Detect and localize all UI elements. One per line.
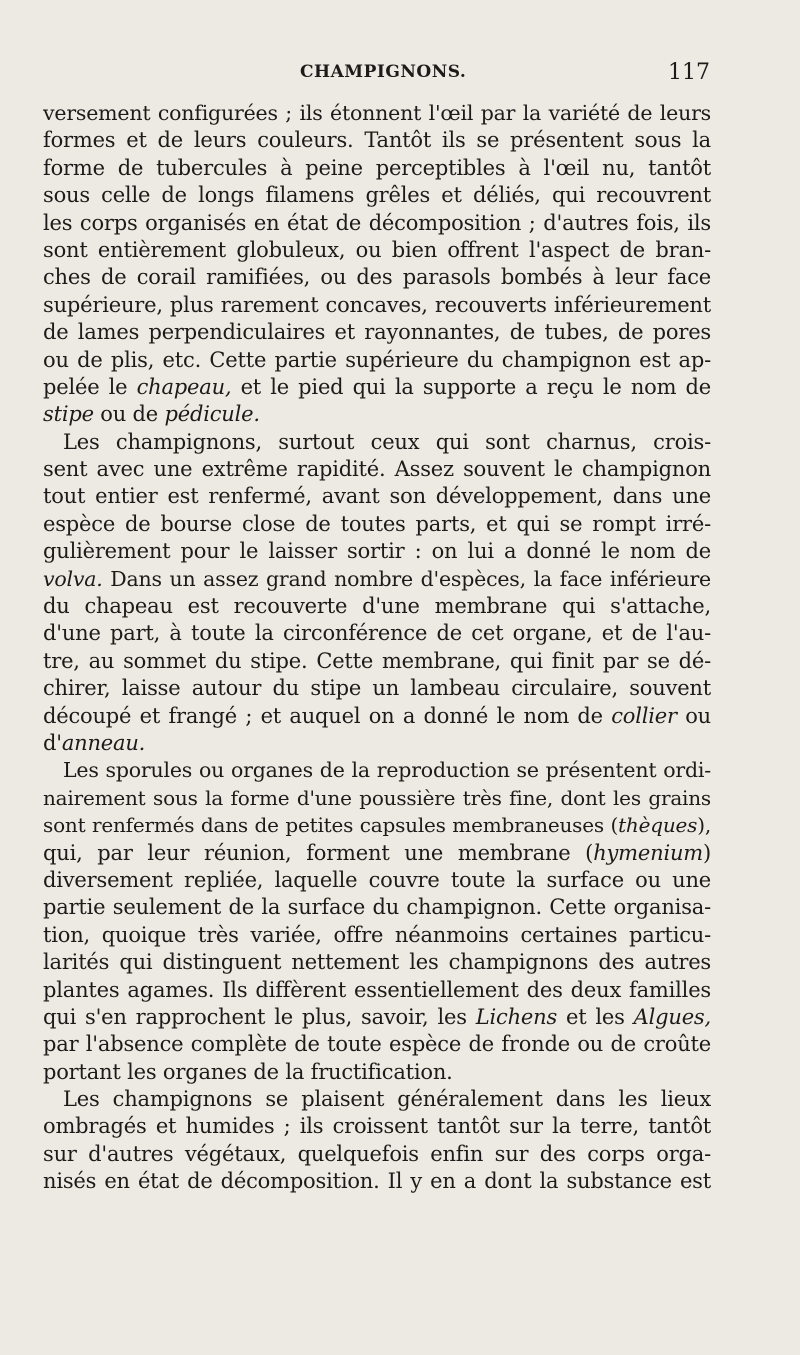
text-segment: ou (676, 703, 711, 728)
text-line: ches de corail ramifiées, ou des parasols bombés à leur face (43, 265, 711, 290)
page-header (300, 62, 710, 92)
text-line: Les champignons, surtout ceux qui sont charnus, crois- (63, 429, 711, 454)
italic-term: thèques (618, 813, 698, 838)
text-segment: sont renfermés dans de petites capsules membraneuses ( (43, 813, 619, 838)
text-line: ombragés et humides ; ils croissent tantôt sur la terre, tantôt (43, 1114, 711, 1139)
text-line: sont entièrement globuleux, ou bien offrent l'aspect de bran- (43, 237, 711, 262)
text-line: formes et de leurs couleurs. Tantôt ils se présentent sous la (43, 128, 711, 153)
text-line: Les champignons se plaisent généralement dans les lieux (63, 1087, 711, 1112)
text-segment: ou de (93, 402, 165, 427)
text-line: larités qui distinguent nettement les champignons des autres (43, 950, 711, 975)
text-line: plantes agames. Ils diffèrent essentiellement des deux familles (43, 977, 711, 1002)
text-line: du chapeau est recouverte d'une membrane qui s'attache, (43, 594, 711, 619)
text-line (43, 812, 711, 839)
text-line: sur d'autres végétaux, quelquefois enfin sur des corps orga- (43, 1141, 711, 1166)
italic-term: pédicule. (164, 402, 260, 427)
italic-term: Algues, (633, 1004, 711, 1029)
text-line (43, 1004, 711, 1031)
italic-term: collier (611, 703, 677, 728)
text-segment: qui, par leur réunion, forment une membrane ( (43, 840, 594, 865)
text-segment: pelée le (43, 374, 137, 399)
italic-term: hymenium (593, 840, 703, 865)
text-segment: ) (703, 840, 711, 865)
text-line: tre, au sommet du stipe. Cette membrane, qui finit par se dé- (43, 648, 711, 673)
text-line: par l'absence complète de toute espèce de fronde ou de croûte (43, 1032, 711, 1057)
text-line: tion, quoique très variée, offre néanmoins certaines particu- (43, 922, 711, 947)
italic-term: anneau. (61, 730, 146, 755)
text-line: versement configurées ; ils étonnent l'œil par la variété de leurs (43, 101, 711, 125)
text-segment: Dans un assez grand nombre d'espèces, la face inférieure (102, 566, 711, 591)
text-segment: et le pied qui la supporte a reçu le nom de (231, 374, 711, 399)
italic-term: Lichens (475, 1004, 558, 1029)
text-segment: et les (557, 1004, 634, 1029)
italic-term: chapeau, (136, 374, 232, 399)
text-segment: d' (43, 730, 62, 755)
text-line: tout entier est renfermé, avant son développement, dans une (43, 484, 711, 509)
text-line (43, 703, 711, 730)
text-segment: ), (697, 813, 711, 838)
text-line: d'une part, à toute la circonférence de cet organe, et de l'au- (43, 621, 711, 646)
text-line (43, 566, 711, 593)
text-line (43, 730, 711, 757)
text-line: gulièrement pour le laisser sortir : on lui a donné le nom de (43, 539, 711, 564)
text-line (43, 401, 711, 428)
text-line: forme de tubercules à peine perceptibles à l'œil nu, tantôt (43, 155, 711, 180)
text-segment: découpé et frangé ; et auquel on a donné le nom de (43, 703, 612, 728)
text-line: supérieure, plus rarement concaves, recouverts inférieurement (43, 292, 711, 317)
text-line (43, 840, 711, 867)
text-line: diversement repliée, laquelle couvre toute la surface ou une (43, 867, 711, 892)
text-line: nisés en état de décomposition. Il y en a dont la substance est (43, 1169, 711, 1194)
text-line: partie seulement de la surface du champignon. Cette organisa- (43, 895, 711, 920)
text-line: ou de plis, etc. Cette partie supérieure du champignon est ap- (43, 347, 711, 372)
italic-term: volva. (43, 566, 103, 591)
text-segment: qui s'en rapprochent le plus, savoir, les (43, 1004, 476, 1029)
text-line: portant les organes de la fructification. (43, 1059, 453, 1084)
text-line: nairement sous la forme d'une poussière très fine, dont les grains (43, 785, 711, 810)
text-line: sous celle de longs filamens grêles et déliés, qui recouvrent (43, 183, 711, 208)
text-line: chirer, laisse autour du stipe un lambeau circulaire, souvent (43, 676, 711, 701)
text-line (43, 374, 711, 401)
text-line: espèce de bourse close de toutes parts, et qui se rompt irré- (43, 511, 711, 536)
text-line: Les sporules ou organes de la reproduction se présentent ordi- (63, 758, 711, 783)
page-number: 117 (668, 60, 710, 85)
running-title: CHAMPIGNONS. (300, 62, 467, 82)
body-text (43, 100, 711, 1196)
text-line: de lames perpendiculaires et rayonnantes, de tubes, de pores (43, 320, 711, 345)
italic-term: stipe (43, 402, 94, 427)
text-line: sent avec une extrême rapidité. Assez souvent le champignon (43, 457, 711, 482)
text-line: les corps organisés en état de décomposition ; d'autres fois, ils (43, 210, 711, 235)
